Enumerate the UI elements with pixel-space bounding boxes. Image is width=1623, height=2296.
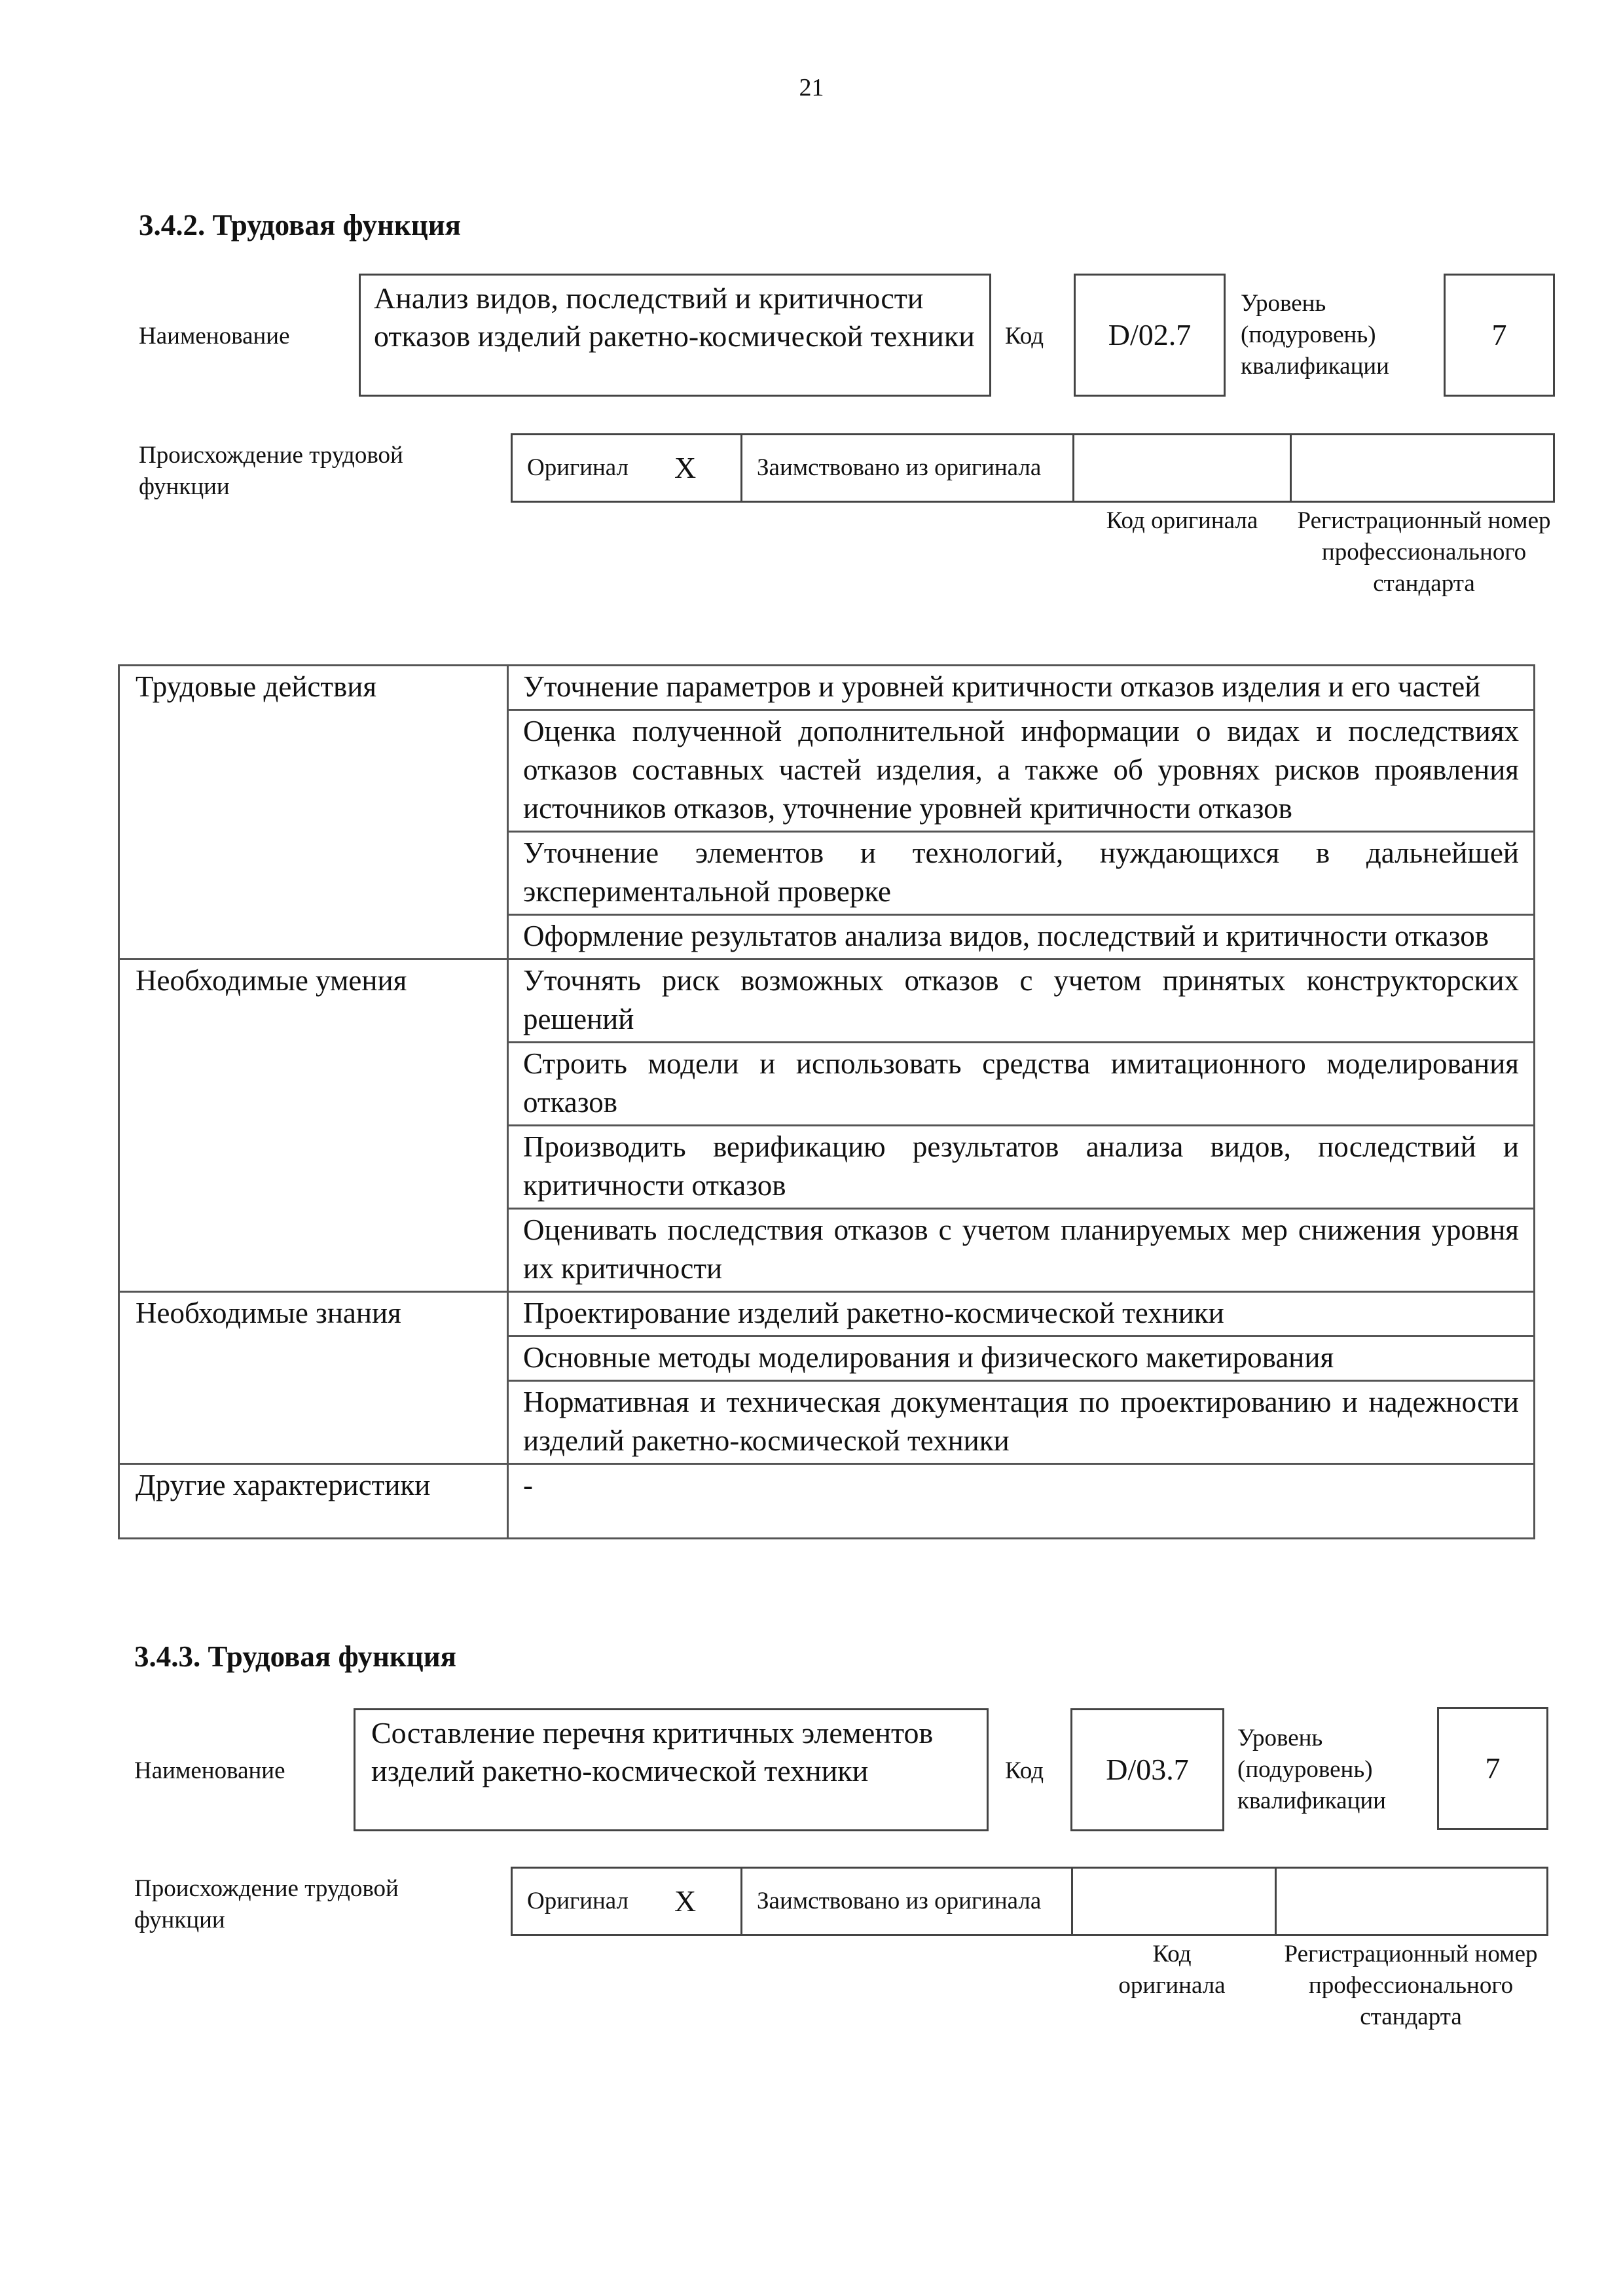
table-row	[119, 960, 1535, 1043]
labor-actions-label: Трудовые действия	[119, 666, 508, 960]
origin-label: Происхождение трудовой функции	[139, 442, 403, 500]
labor-action-item: Оценка полученной дополнительной информации о видах и последствиях отказов составных частей изделия, а также об уровнях рисков проявления источников отказов, уточнение уровней критичности отказов	[508, 710, 1535, 832]
knowledge-item: Основные методы моделирования и физического макетирования	[508, 1336, 1535, 1381]
reg-number-cell	[1275, 1867, 1548, 1936]
code-field	[1074, 274, 1226, 397]
level-value: 7	[1485, 1751, 1501, 1785]
origin-code-caption: Код оригинала	[1118, 1941, 1226, 1999]
original-label: Оригинал	[527, 454, 629, 481]
section-heading-343: 3.4.3. Трудовая функция	[134, 1640, 457, 1673]
original-label: Оригинал	[527, 1888, 629, 1914]
skill-item: Строить модели и использовать средства имитационного моделирования отказов	[508, 1043, 1535, 1126]
origin-label: Происхождение трудовой функции	[134, 1875, 399, 1933]
origin-code-caption: Код оригинала	[1106, 507, 1258, 534]
code-value: D/02.7	[1108, 318, 1192, 351]
function-name-field	[359, 274, 991, 397]
function-name-value: Анализ видов, последствий и критичности отказов изделий ракетно-космической техники	[374, 281, 975, 353]
origin-code-cell	[1071, 1867, 1277, 1936]
function-name-field	[354, 1708, 989, 1831]
code-value: D/03.7	[1106, 1753, 1189, 1786]
knowledge-item: Проектирование изделий ракетно-космической техники	[508, 1292, 1535, 1336]
borrowed-cell	[740, 433, 1074, 503]
borrowed-label: Заимствовано из оригинала	[757, 1888, 1042, 1914]
skill-item: Производить верификацию результатов анализа видов, последствий и критичности отказов	[508, 1126, 1535, 1209]
skill-item: Уточнять риск возможных отказов с учетом принятых конструкторских решений	[508, 960, 1535, 1043]
other-value: -	[508, 1464, 1535, 1539]
reg-number-cell	[1290, 433, 1555, 503]
labor-function-table	[118, 664, 1535, 1539]
name-label: Наименование	[134, 1757, 285, 1784]
reg-number-caption: Регистрационный номер профессионального стандарта	[1284, 1941, 1538, 2030]
level-label: Уровень (подуровень) квалификации	[1241, 290, 1389, 380]
code-field	[1070, 1708, 1224, 1831]
borrowed-label: Заимствовано из оригинала	[757, 454, 1042, 481]
knowledge-item: Нормативная и техническая документация по проектированию и надежности изделий ракетно-космической техники	[508, 1381, 1535, 1464]
origin-code-cell	[1072, 433, 1292, 503]
original-mark: X	[674, 1884, 697, 1918]
knowledge-label: Необходимые знания	[119, 1292, 508, 1464]
table-row	[119, 1292, 1535, 1336]
borrowed-cell	[740, 1867, 1073, 1936]
code-label: Код	[1005, 323, 1044, 350]
original-cell	[511, 1867, 742, 1936]
reg-number-caption: Регистрационный номер профессионального стандарта	[1297, 507, 1551, 597]
code-label: Код	[1005, 1757, 1044, 1784]
table-row	[119, 666, 1535, 710]
labor-action-item: Уточнение элементов и технологий, нуждающихся в дальнейшей экспериментальной проверке	[508, 832, 1535, 915]
page-number: 21	[799, 74, 824, 101]
labor-action-item: Уточнение параметров и уровней критичности отказов изделия и его частей	[508, 666, 1535, 710]
labor-action-item: Оформление результатов анализа видов, последствий и критичности отказов	[508, 915, 1535, 960]
skills-label: Необходимые умения	[119, 960, 508, 1292]
original-mark: X	[674, 451, 697, 484]
section-heading-342: 3.4.2. Трудовая функция	[139, 209, 462, 242]
level-field	[1437, 1707, 1548, 1830]
level-label: Уровень (подуровень) квалификации	[1237, 1725, 1386, 1814]
original-cell	[511, 433, 742, 503]
function-name-value: Составление перечня критичных элементов изделий ракетно-космической техники	[371, 1716, 934, 1787]
level-field	[1444, 274, 1555, 397]
level-value: 7	[1491, 318, 1507, 351]
name-label: Наименование	[139, 323, 290, 350]
skill-item: Оценивать последствия отказов с учетом планируемых мер снижения уровня их критичности	[508, 1209, 1535, 1292]
table-row	[119, 1464, 1535, 1539]
other-label: Другие характеристики	[119, 1464, 508, 1539]
